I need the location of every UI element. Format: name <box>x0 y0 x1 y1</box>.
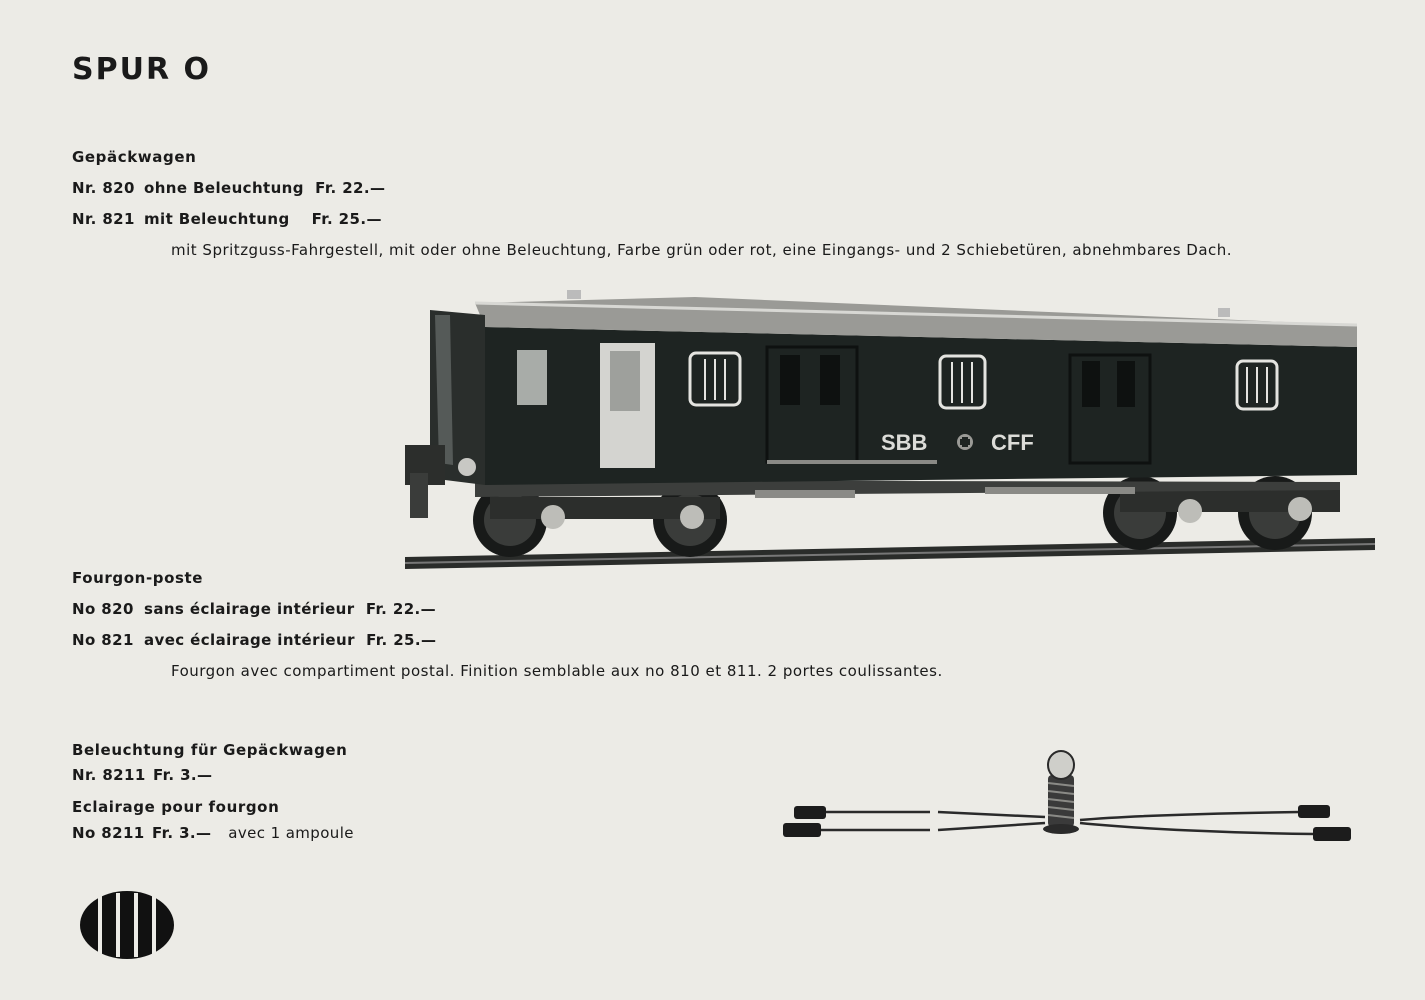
fourgon-description: Fourgon avec compartiment postal. Finition semblable aux no 810 et 811. 2 portes coulissantes. <box>171 662 943 680</box>
item-desc: sans éclairage intérieur <box>144 600 355 618</box>
plug <box>794 806 826 819</box>
item-note: avec 1 ampoule <box>228 824 354 842</box>
item-desc: avec éclairage intérieur <box>144 631 355 649</box>
fourgon-heading: Fourgon-poste <box>72 569 204 587</box>
window <box>517 350 547 405</box>
lighting-fr-item <box>72 824 354 842</box>
wagon-text-sbb: SBB <box>881 430 928 455</box>
item-number: No 8211 <box>72 824 145 842</box>
plug <box>1298 805 1330 818</box>
item-number: No 821 <box>72 631 134 649</box>
item-number: Nr. 821 <box>72 210 135 228</box>
lighting-de-item <box>72 766 212 784</box>
item-desc: mit Beleuchtung <box>144 210 290 228</box>
plug <box>783 823 821 837</box>
lighting-fr-heading: Eclairage pour fourgon <box>72 798 280 816</box>
fourgon-item-820 <box>72 600 436 618</box>
lamp-cable-image <box>780 745 1355 850</box>
item-price: Fr. 22.— <box>365 600 437 618</box>
gepaeck-description: mit Spritzguss-Fahrgestell, mit oder ohne Beleuchtung, Farbe grün oder rot, eine Eingangs- und 2 Schiebetüren, abnehmbares Dach. <box>171 241 1233 259</box>
hag-logo <box>78 890 176 960</box>
lamp-bulb-icon <box>1043 751 1079 834</box>
gepaeck-item-820 <box>72 179 385 197</box>
lighting-de-heading: Beleuchtung für Gepäckwagen <box>72 741 348 759</box>
item-number: No 820 <box>72 600 134 618</box>
fourgon-item-821 <box>72 631 436 649</box>
item-price: Fr. 25.— <box>366 631 437 649</box>
page-title: SPUR O <box>72 52 212 87</box>
baggage-wagon-image <box>395 285 1385 580</box>
item-price: Fr. 3.— <box>152 824 212 842</box>
item-price: Fr. 3.— <box>153 766 213 784</box>
item-price: Fr. 22.— <box>315 179 386 197</box>
wagon-text-cff: CFF <box>991 430 1034 455</box>
gepaeck-heading: Gepäckwagen <box>72 148 197 166</box>
gepaeck-item-821 <box>72 210 382 228</box>
item-number: Nr. 820 <box>72 179 135 197</box>
item-desc: ohne Beleuchtung <box>144 179 304 197</box>
item-number: Nr. 8211 <box>72 766 146 784</box>
item-price: Fr. 25.— <box>311 210 382 228</box>
plug <box>1313 827 1351 841</box>
